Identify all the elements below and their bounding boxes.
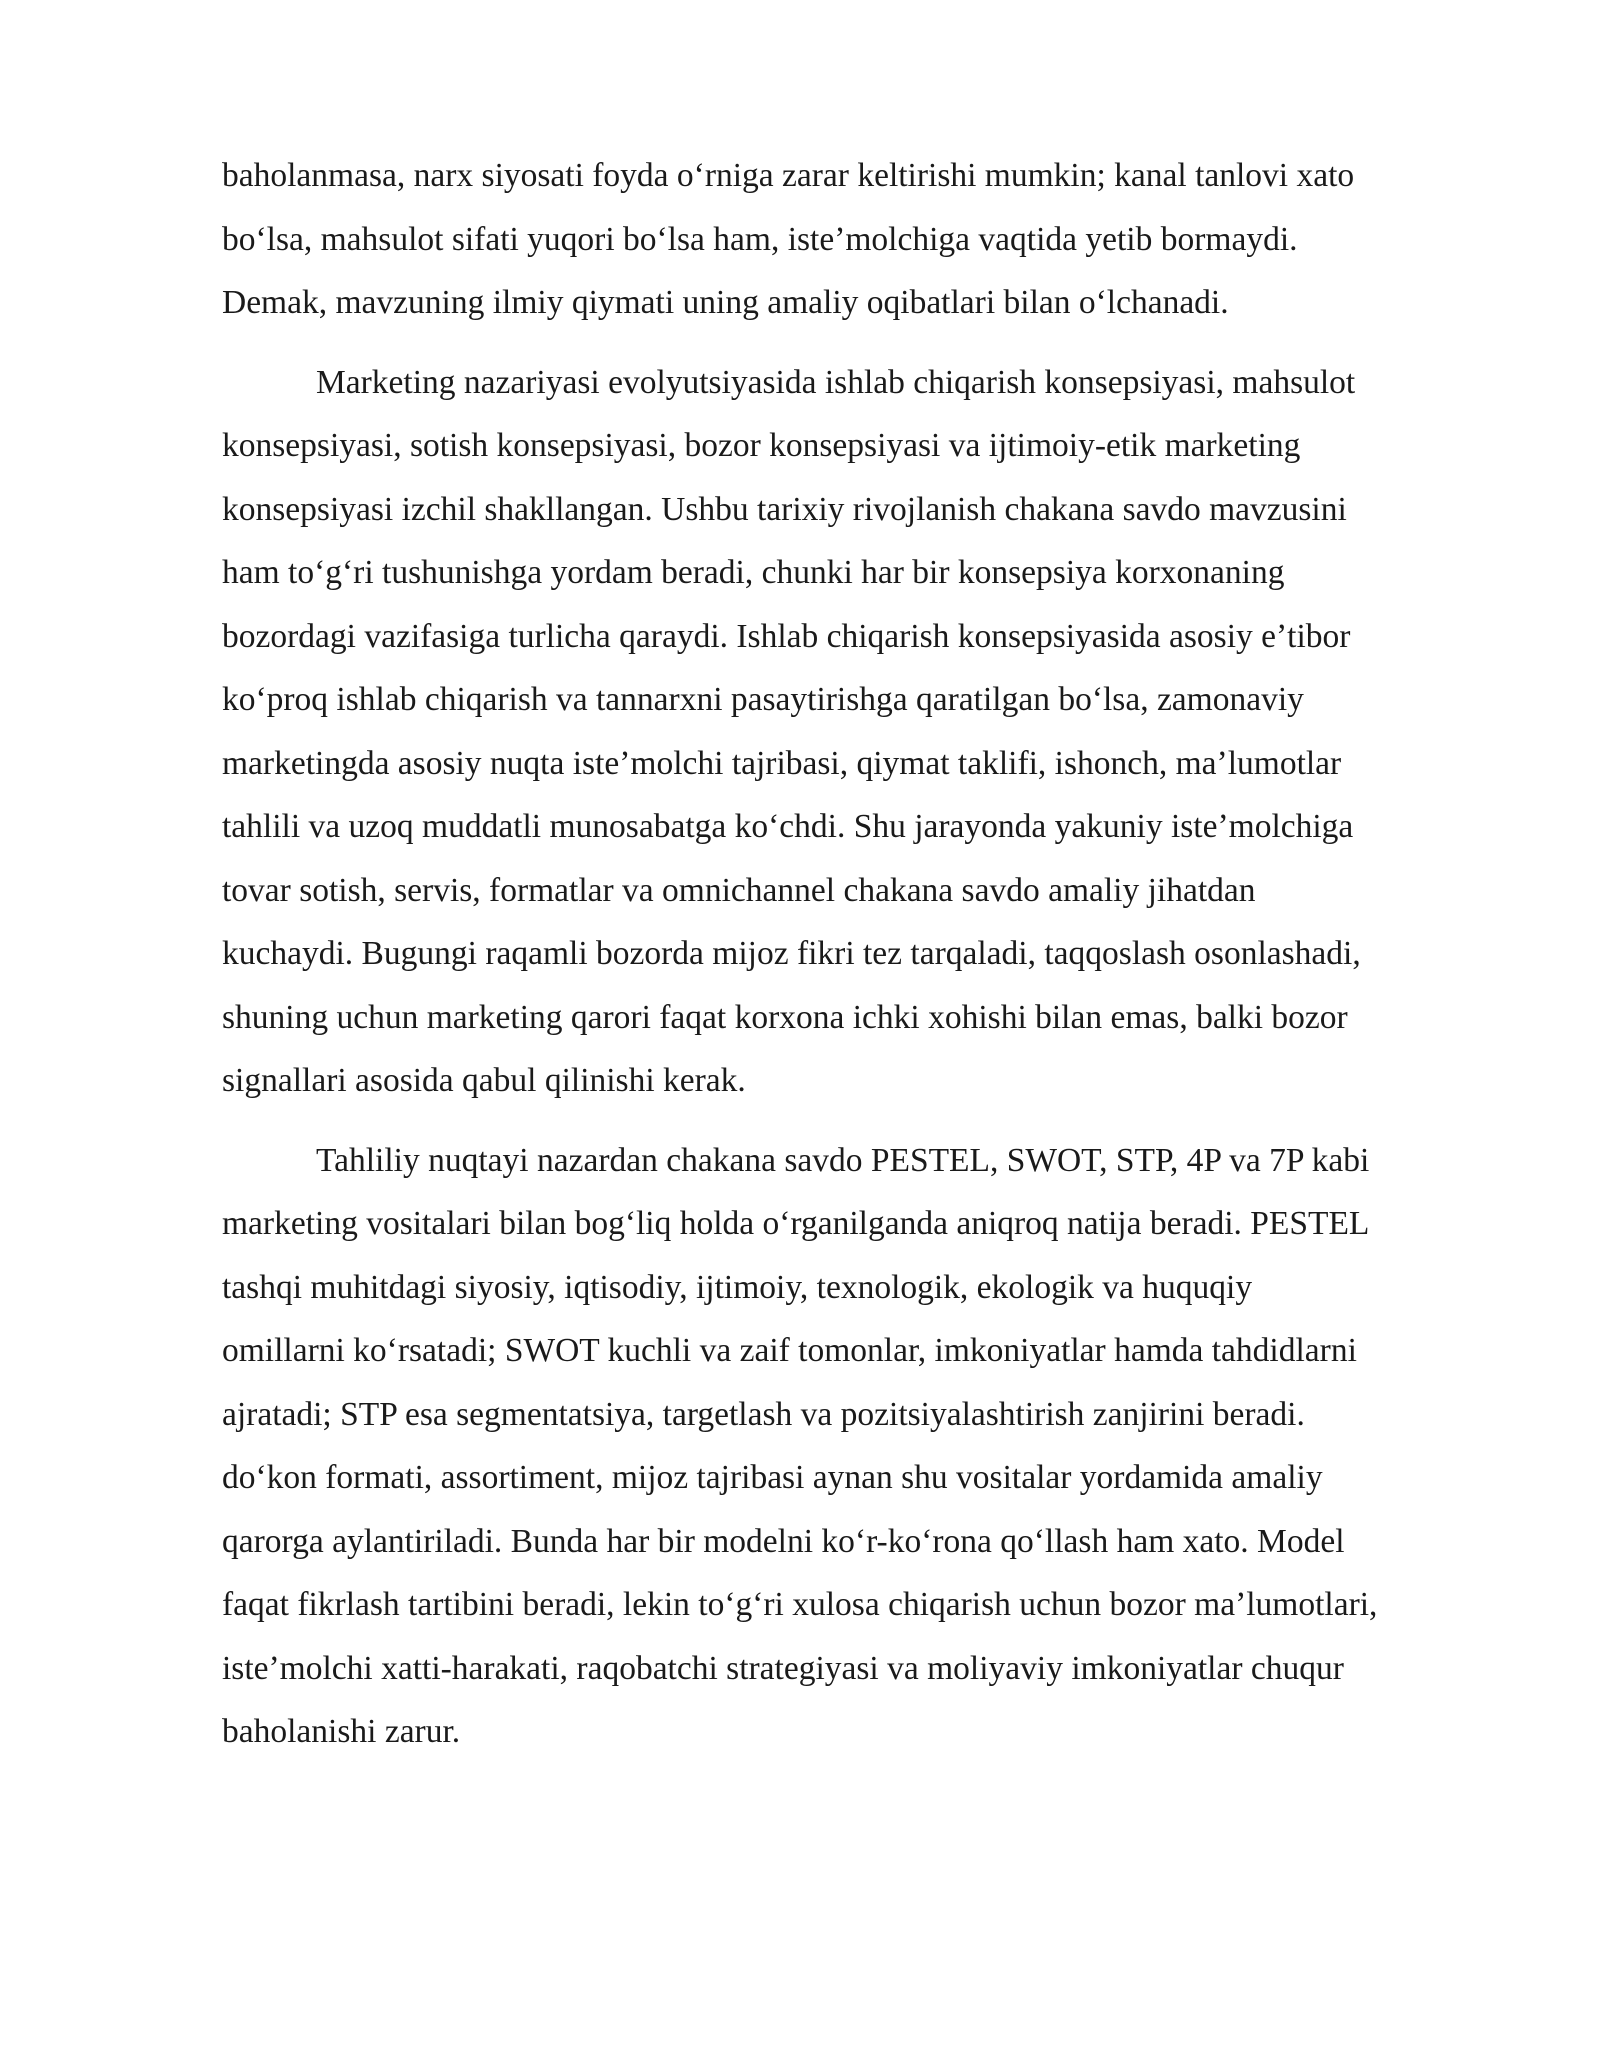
text-line: bozordagi vazifasiga turlicha qaraydi. Ishlab chiqarish konsepsiyasida asosiy eʼtibor [222,617,1351,655]
text-line: konsepsiyasi, sotish konsepsiyasi, bozor konsepsiyasi va ijtimoiy-etik marketing [222,427,1301,464]
document-body [222,144,1490,1764]
text-line: shuning uchun marketing qarori faqat korxona ichki xohishi bilan emas, balki bozor [222,998,1348,1036]
text-line: ham toʻgʻri tushunishga yordam beradi, chunki har bir konsepsiya korxonaning [222,554,1285,591]
paragraph-3 [222,1129,1490,1764]
text-line: marketingda asosiy nuqta isteʼmolchi tajribasi, qiymat taklifi, ishonch, maʼlumotlar [222,744,1342,782]
paragraph-2 [222,351,1490,1113]
text-line: boʻlsa, mahsulot sifati yuqori boʻlsa ham, isteʼmolchiga vaqtida yetib bormaydi. [222,220,1298,258]
text-line: omillarni koʻrsatadi; SWOT kuchli va zaif tomonlar, imkoniyatlar hamda tahdidlarni [222,1332,1357,1369]
text-line: Marketing nazariyasi evolyutsiyasida ishlab chiqarish konsepsiyasi, mahsulot [316,363,1356,401]
text-line: baholanmasa, narx siyosati foyda oʻrniga zarar keltirishi mumkin; kanal tanlovi xato [222,157,1355,194]
text-line: faqat fikrlash tartibini beradi, lekin toʻgʻri xulosa chiqarish uchun bozor maʼlumotlari, [222,1586,1378,1623]
text-line: isteʼmolchi xatti-harakati, raqobatchi strategiyasi va moliyaviy imkoniyatlar chuqur [222,1649,1344,1687]
text-line: baholanishi zarur. [222,1713,461,1750]
text-line: marketing vositalari bilan bogʻliq holda oʻrganilganda aniqroq natija beradi. PESTEL [222,1205,1370,1242]
text-line: ajratadi; STP esa segmentatsiya, targetlash va pozitsiyalashtirish zanjirini beradi. [222,1395,1305,1433]
text-line: tovar sotish, servis, formatlar va omnichannel chakana savdo amaliy jihatdan [222,871,1256,909]
text-line: signallari asosida qabul qilinishi kerak. [222,1062,746,1099]
paragraph-1 [222,144,1490,335]
text-line: tahlili va uzoq muddatli munosabatga koʻchdi. Shu jarayonda yakuniy isteʼmolchiga [222,808,1354,845]
text-line: qarorga aylantiriladi. Bunda har bir modelni koʻr-koʻrona qoʻllash ham xato. Model [222,1522,1345,1560]
text-line: Tahliliy nuqtayi nazardan chakana savdo PESTEL, SWOT, STP, 4P va 7P kabi [316,1141,1370,1179]
text-line: kuchaydi. Bugungi raqamli bozorda mijoz fikri tez tarqaladi, taqqoslash osonlashadi, [222,935,1361,972]
text-line: doʻkon formati, assortiment, mijoz tajribasi aynan shu vositalar yordamida amaliy [222,1459,1323,1496]
text-line: tashqi muhitdagi siyosiy, iqtisodiy, ijtimoiy, texnologik, ekologik va huquqiy [222,1268,1253,1306]
text-line: konsepsiyasi izchil shakllangan. Ushbu tarixiy rivojlanish chakana savdo mavzusini [222,490,1347,528]
text-line: koʻproq ishlab chiqarish va tannarxni pasaytirishga qaratilgan boʻlsa, zamonaviy [222,681,1304,718]
text-line: Demak, mavzuning ilmiy qiymati uning amaliy oqibatlari bilan oʻlchanadi. [222,284,1229,321]
